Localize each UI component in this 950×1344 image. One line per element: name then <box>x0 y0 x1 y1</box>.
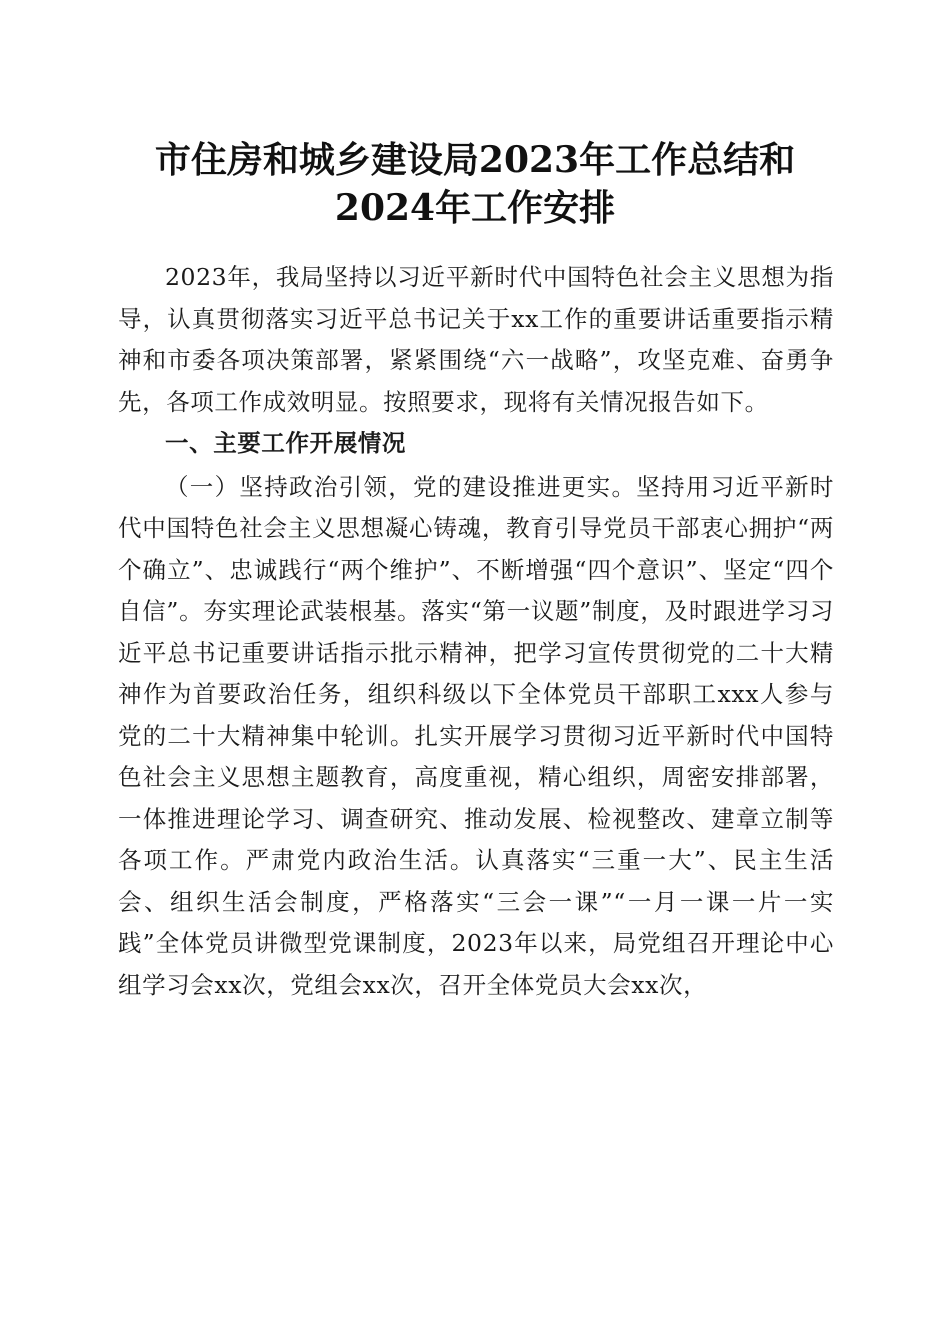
document-title: 市住房和城乡建设局2023年工作总结和2024年工作安排 <box>154 139 796 229</box>
subsection-text-1: 坚持用习近平新时代中国特色社会主义思想凝心铸魂，教育引导党员干部衷心拥护“两个确立”、忠诚践行“两个维护”、不断增强“四个意识”、坚定“四个自信”。夯实理论武装根基。落实“第一议题”制度，及时跟进学习习近平总书记重要讲话指示批示精神，把学习宣传贯彻党的二十大精神作为首要政治任务，组织科级以下全体党员干部职工xxx人参与党的二十大精神集中轮训。扎实开展学习贯彻习近平新时代中国特色社会主义思想主题教育，高度重视，精心组织，周密安排部署，一体推进理论学习、调查研究、推动发展、检视整改、建章立制等各项工作。严肃党内政治生活。认真落实“三重一大”、民主生活会、组织生活会制度，严格落实“三会一课”“一月一课一片一实践”全体党员讲微型党课制度，2023年以来，局党组召开理论中心组学习会xx次，党组会xx次，召开全体党员大会xx次， <box>118 472 834 999</box>
subsection-lead-1: （一）坚持政治引领，党的建设推进更实。 <box>165 472 637 501</box>
section-heading-1: 一、主要工作开展情况 <box>165 429 406 457</box>
document-body <box>118 257 834 1006</box>
subsection-paragraph-1 <box>118 467 834 1007</box>
intro-paragraph: 2023年，我局坚持以习近平新时代中国特色社会主义思想为指导，认真贯彻落实习近平总书记关于xx工作的重要讲话重要指示精神和市委各项决策部署，紧紧围绕“六一战略”，攻坚克难、奋勇争先，各项工作成效明显。按照要求，现将有关情况报告如下。 <box>118 263 834 416</box>
